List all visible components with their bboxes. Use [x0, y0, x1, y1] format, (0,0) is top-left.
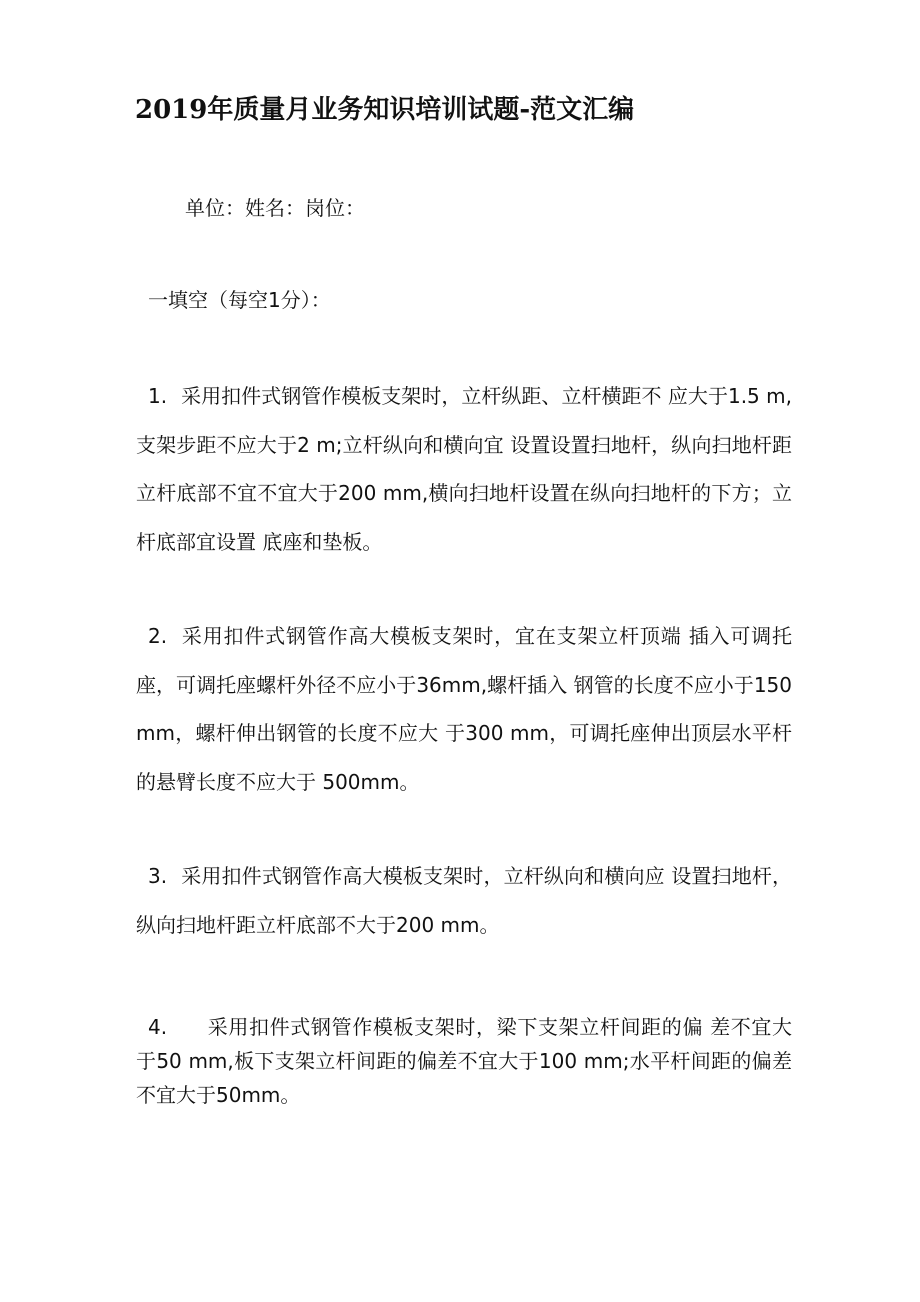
- question-text: 采用扣件式钢管作模板支架时，梁下支架立杆间距的偏 差不宜大于50 mm,板下支架立杆间距的偏差不宜大于100 mm;水平杆间距的偏差不宜大于50mm。: [136, 1015, 792, 1107]
- question-number: 2.: [148, 624, 168, 648]
- question-text: 采用扣件式钢管作高大模板支架时，宜在支架立杆顶端 插入可调托座，可调托座螺杆外径不应小于36mm,螺杆插入 钢管的长度不应小于150 mm，螺杆伸出钢管的长度不应大 于300 mm，可调托座伸出顶层水平杆的悬臂长度不应大于 500mm。: [136, 624, 792, 794]
- question-text: 采用扣件式钢管作高大模板支架时，立杆纵向和横向应 设置扫地杆，纵向扫地杆距立杆底部不大于200 mm。: [136, 864, 792, 937]
- question-number: 1.: [148, 384, 168, 408]
- question-number: 3.: [148, 864, 168, 888]
- section-heading: 一填空（每空1分）：: [148, 288, 331, 312]
- page-title: 2019年质量月业务知识培训试题-范文汇编: [135, 95, 635, 125]
- question-2: [136, 612, 792, 806]
- question-text: 采用扣件式钢管作模板支架时，立杆纵距、立杆横距不 应大于1.5 m,支架步距不应大于2 m;立杆纵向和横向宜 设置设置扫地杆，纵向扫地杆距立杆底部不宜不宜大于200 mm,横向扫地杆设置在纵向扫地杆的下方；立杆底部宜设置 底座和垫板。: [136, 384, 792, 554]
- question-3: [136, 852, 792, 949]
- question-number: 4.: [148, 1015, 168, 1039]
- meta-line: 单位：姓名：岗位：: [185, 196, 365, 220]
- question-1: [136, 372, 792, 566]
- question-4: [136, 1010, 792, 1112]
